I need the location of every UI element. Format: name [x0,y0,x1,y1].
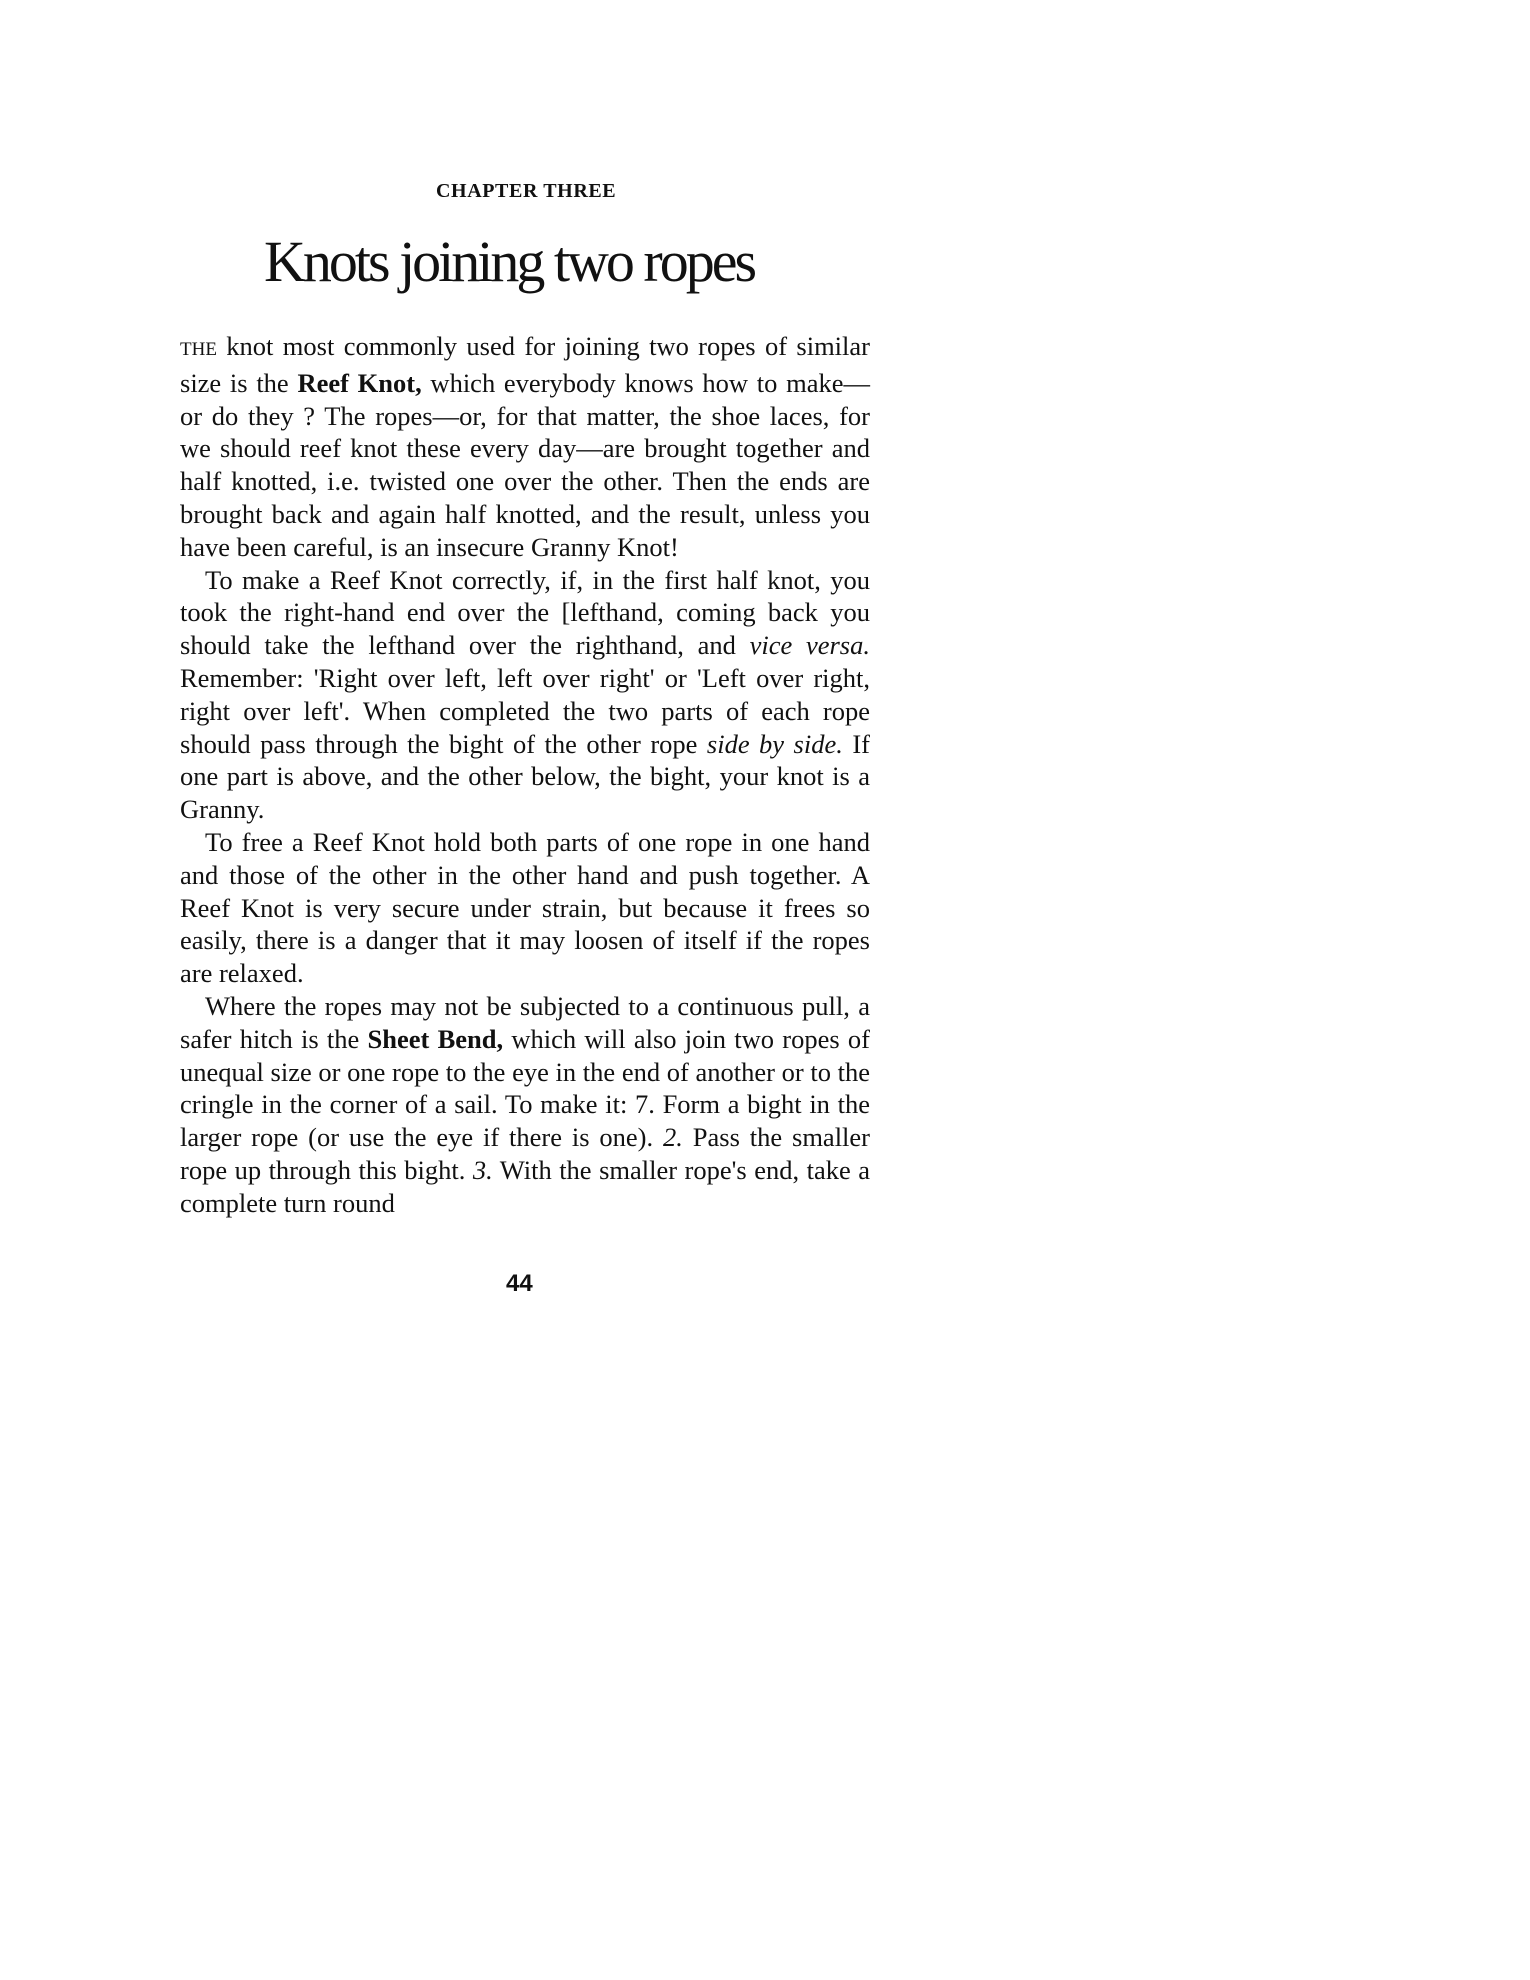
italic-step-2: 2. [663,1122,683,1153]
text-span: Remember: 'Right over left, left over right' or 'Left over right, right over left'. When completed the two parts of each rope should pass through the bight of the other rope [180,662,870,759]
paragraph-freeing-reef-knot [180,826,870,990]
text-span: which will also join two ropes of unequal size or one rope to the eye in the end of another or to the cringle in the corner of a sail. To make it: 7. Form a bight in the larger rope (or use the eye if there is one). [180,1023,870,1153]
paragraph-sheet-bend [180,990,870,1220]
text-span: To free a Reef Knot hold both parts of one rope in one hand and those of the other in the other hand and push together. A Reef Knot is very secure under strain, but because it frees so easily, there is a danger that it may loosen of itself if the ropes are relaxed. [180,826,870,989]
chapter-label: CHAPTER THREE [436,180,617,202]
lead-word: THE [180,339,217,360]
italic-side-by-side: side by side. [706,728,843,759]
body-text [180,330,870,1220]
chapter-title: Knots joining two ropes [264,229,755,294]
text-span: which everybody knows how to make—or do they ? The ropes—or, for that matter, the shoe laces, for we should reef knot these every day—are brought together and half knotted, i.e. twisted one over the other. Then the ends are brought back and again half knotted, and the result, unless you have been careful, is an insecure Granny Knot! [180,367,871,562]
italic-vice-versa: vice versa. [749,630,870,661]
text-span: With the smaller rope's end, take a complete turn round [180,1154,871,1218]
text-span: To make a Reef Knot correctly, if, in the first half knot, you took the right-hand end over the [lefthand, coming back you should take the lefthand over the righthand, and [180,564,870,661]
page-number: 44 [506,1270,533,1297]
text-span: Pass the smaller rope up through this bight. [180,1122,871,1185]
text-span: knot most commonly used for joining two ropes of similar size is the [180,331,870,398]
italic-step-3: 3. [472,1154,493,1185]
bold-term-sheet-bend: Sheet Bend, [367,1023,504,1054]
text-span: If one part is above, and the other below, the bight, your knot is a Granny. [180,728,870,825]
bold-term-reef-knot: Reef Knot, [297,367,422,398]
paragraph-reef-knot-method [180,564,870,826]
text-span: Where the ropes may not be subjected to a continuous pull, a safer hitch is the [180,990,870,1054]
paragraph-reef-knot-intro [180,330,870,564]
